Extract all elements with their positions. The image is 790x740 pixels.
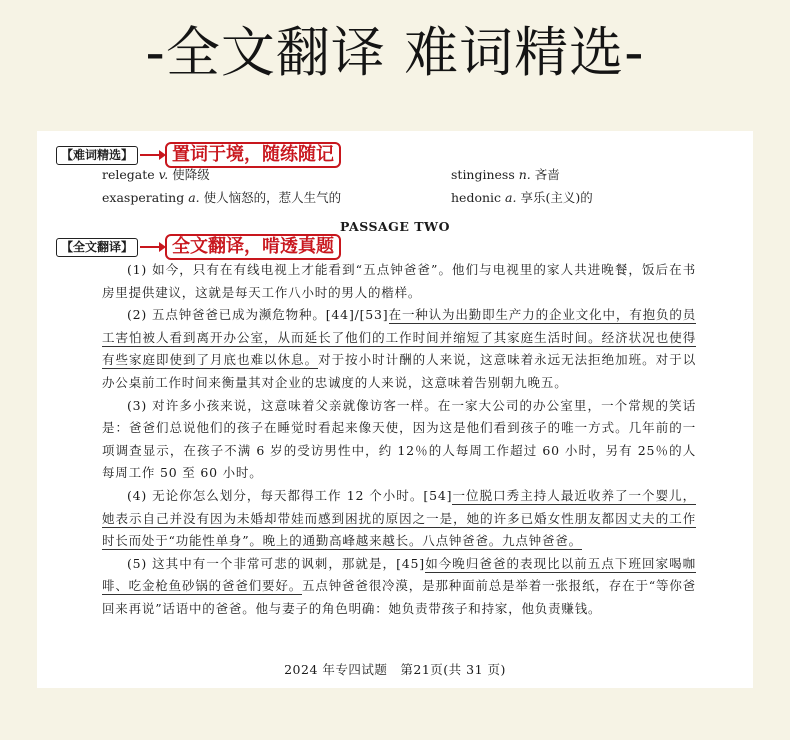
vocab-pos: a.: [188, 190, 200, 205]
arrow-right-icon: [139, 148, 167, 162]
vocab-word: relegate: [102, 167, 155, 182]
paragraph-text: (1) 如今，只有在有线电视上才能看到“五点钟爸爸”。他们与电视里的家人共进晚餐，饭后在书房里提供建议，这就是每天工作八小时的男人的楷样。: [102, 262, 696, 300]
arrow-right-icon: [139, 240, 167, 254]
paragraph-text: (5) 这其中有一个非常可悲的讽刺，那就是，[45]: [127, 555, 425, 571]
vocab-entry: [451, 190, 593, 206]
vocab-entry: [102, 190, 341, 206]
paragraph-text: (2) 五点钟爸爸已成为濒危物种。[44]/[53]: [127, 307, 389, 323]
underlined-answer-text: 经济状况也使得有些家庭即使到了月底也难以休息。: [102, 329, 696, 368]
paragraph-text: (4) 无论你怎么划分，每天都得工作 12 个小时。[54]: [127, 487, 453, 503]
paragraph-1: [102, 259, 696, 304]
underlined-answer-text: 一位脱口秀主持人最近收养了一个婴儿，她表示自己并没有因为未婚却带娃而感到困扰的原因之一是，她的许多已婚女性朋友都因丈夫的工作时长而处于“功能性单身”。晚上的通勤高峰越来越长。八点钟爸爸。九点钟爸爸。: [102, 487, 696, 549]
vocab-pos: n.: [518, 167, 531, 182]
underlined-answer-text: 在一种认为出勤即生产力的企业文化中，有抱负的员工害怕被人看到离开办公室，从而延长了他们的工作时间并缩短了其家庭生活时间。: [102, 307, 697, 345]
vocab-entry: [102, 167, 210, 183]
paragraph-text: 对于按小时计酬的人来说，这意味着永远无法拒绝加班。对于以办公桌前工作时间来衡量其对企业的忠诚度的人来说，这意味着告别朝九晚五。: [102, 352, 696, 390]
page-footer: 2024 年专四试题 第21页(共 31 页): [284, 662, 506, 677]
vocab-tag: 【难词精选】: [56, 146, 138, 165]
banner-title: -全文翻译 难词精选-: [145, 21, 645, 84]
passage-title: PASSAGE TWO: [340, 219, 450, 234]
vocab-meaning: 吝啬: [534, 167, 560, 182]
vocab-meaning: 使人恼怒的，惹人生气的: [203, 190, 342, 205]
paragraph-3: [102, 395, 696, 485]
vocab-entry: [451, 167, 560, 183]
vocab-callout: 置词于境，随练随记: [165, 142, 341, 168]
paragraph-4: [102, 485, 696, 553]
vocab-word: hedonic: [451, 190, 502, 205]
underlined-answer-text: 如今晚归爸爸的表现比以前五点下班回家喝咖啡、吃金枪鱼砂锅的爸爸们要好。: [102, 555, 696, 594]
vocab-meaning: 享乐(主义)的: [520, 190, 593, 205]
vocab-pos: a.: [505, 190, 517, 205]
translation-tag-row: [56, 234, 341, 260]
paragraph-2: [102, 304, 696, 394]
vocab-meaning: 使降级: [172, 167, 210, 182]
translation-tag: 【全文翻译】: [56, 238, 138, 257]
vocab-tag-row: [56, 142, 341, 168]
vocab-word: exasperating: [102, 190, 185, 205]
translation-body: [102, 259, 696, 621]
paragraph-text: 五点钟爸爸很冷漠，是那种面前总是举着一张报纸，存在于“等你爸回来再说”话语中的爸爸。他与妻子的角色明确：她负责带孩子和持家，他负责赚钱。: [102, 578, 696, 616]
paragraph-5: [102, 553, 696, 621]
vocab-word: stinginess: [451, 167, 515, 182]
vocab-pos: v.: [158, 167, 169, 182]
paragraph-text: (3) 对许多小孩来说，这意味着父亲就像访客一样。在一家大公司的办公室里，一个常规的笑话是：爸爸们总说他们的孩子在睡觉时看起来像天使，因为这是他们看到孩子的唯一方式。几年前的一项调查显示，在孩子不满 6 岁的受访男性中，约 12％的人每周工作超过 60 小时，另有 25％的人每周工作 50 至 60 小时。: [102, 397, 696, 481]
translation-callout: 全文翻译，啃透真题: [165, 234, 341, 260]
